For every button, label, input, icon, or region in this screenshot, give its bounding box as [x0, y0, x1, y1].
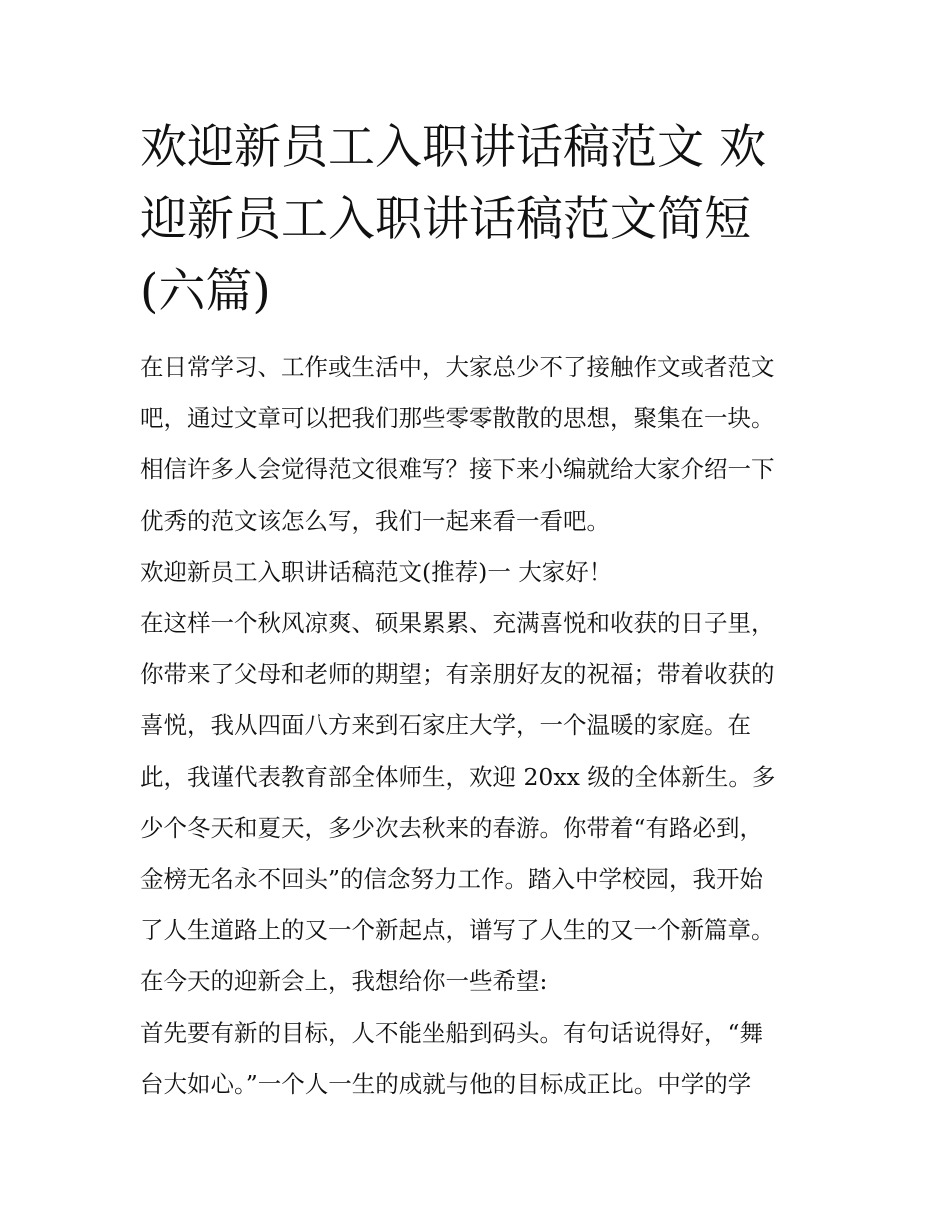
text-line: 在今天的迎新会上，我想给你一些希望:: [140, 967, 548, 996]
text-line: 欢迎新员工入职讲话稿范文(推荐)一 大家好！: [140, 557, 613, 586]
title-line: 欢迎新员工入职讲话稿范文 欢: [140, 120, 766, 175]
text-line: 了人生道路上的又一个新起点，谱写了人生的又一个新篇章。: [140, 916, 775, 945]
text-line: 在这样一个秋风凉爽、硕果累累、充满喜悦和收获的日子里，: [140, 609, 775, 638]
title-line: (六篇): [140, 264, 271, 319]
text-line: 吧，通过文章可以把我们那些零零散散的思想，聚集在一块。: [140, 404, 775, 433]
text-line: 喜悦，我从四面八方来到石家庄大学，一个温暖的家庭。在: [140, 711, 751, 740]
text-line: 相信许多人会觉得范文很难写？接下来小编就给大家介绍一下: [140, 455, 775, 484]
text-line: 首先要有新的目标，人不能坐船到码头。有句话说得好，“舞: [140, 1018, 764, 1047]
text-line: 你带来了父母和老师的期望；有亲朋好友的祝福；带着收获的: [140, 660, 775, 689]
goal-paragraph: [140, 1008, 812, 1110]
text-line: 台大如心。”一个人一生的成就与他的目标成正比。中学的学: [140, 1069, 752, 1098]
text-line: 在日常学习、工作或生活中，大家总少不了接触作文或者范文: [140, 353, 775, 381]
intro-paragraph: [140, 342, 812, 547]
text-line: 金榜无名永不回头”的信念努力工作。踏入中学校园，我开始: [140, 865, 764, 894]
section-heading-paragraph: [140, 547, 812, 598]
document-page: [140, 112, 812, 1110]
title-line: 迎新员工入职讲话稿范文简短: [140, 192, 751, 247]
document-body: [140, 342, 812, 1110]
speech-paragraph: [140, 598, 812, 1008]
text-line: 少个冬天和夏天，多少次去秋来的春游。你带着“有路必到，: [140, 813, 764, 842]
text-line: 优秀的范文该怎么写，我们一起来看一看吧。: [140, 506, 610, 535]
document-title: [140, 112, 812, 328]
text-line: 此，我谨代表教育部全体师生，欢迎 20xx 级的全体新生。多: [140, 762, 776, 791]
